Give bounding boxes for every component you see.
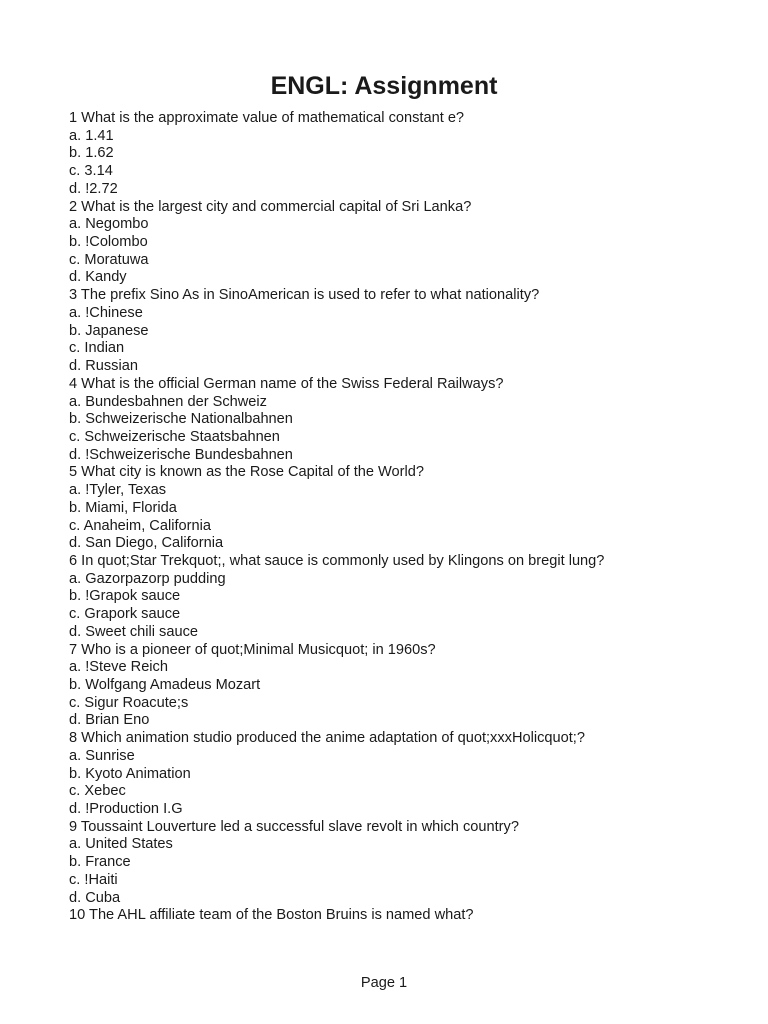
question-block	[69, 110, 709, 199]
answer-option: a. !Steve Reich	[69, 659, 168, 676]
answer-option: a. United States	[69, 836, 173, 853]
answer-option: c. Grapork sauce	[69, 606, 181, 623]
answer-option: a. 1.41	[69, 127, 114, 144]
question-block	[69, 287, 709, 376]
answer-option: a. Gazorpazorp pudding	[69, 570, 226, 587]
question-text: 1 What is the approximate value of mathematical constant e?	[69, 110, 465, 126]
answer-option: d. Kandy	[69, 269, 127, 286]
question-text: 7 Who is a pioneer of quot;Minimal Musicquot; in 1960s?	[69, 641, 436, 658]
answer-option: c. 3.14	[69, 163, 113, 180]
answer-option: d. !2.72	[69, 180, 118, 197]
question-text: 2 What is the largest city and commercial capital of Sri Lanka?	[69, 198, 472, 215]
answer-option: b. Japanese	[69, 322, 149, 339]
question-block	[69, 376, 709, 465]
question-text: 10 The AHL affiliate team of the Boston Bruins is named what?	[69, 907, 474, 924]
page-title: ENGL: Assignment	[270, 72, 498, 100]
answer-option: d. San Diego, California	[69, 535, 224, 552]
answer-option: b. !Grapok sauce	[69, 588, 181, 605]
answer-option: b. France	[69, 854, 131, 871]
question-list	[69, 110, 709, 925]
answer-option: c. Indian	[69, 340, 125, 357]
answer-option: a. !Chinese	[69, 304, 143, 321]
answer-option: b. 1.62	[69, 145, 114, 162]
answer-option: b. Kyoto Animation	[69, 765, 191, 782]
question-text: 5 What city is known as the Rose Capital of the World?	[69, 464, 425, 481]
question-text: 6 In quot;Star Trekquot;, what sauce is commonly used by Klingons on bregit lung?	[69, 552, 605, 569]
question-text: 4 What is the official German name of the Swiss Federal Railways?	[69, 375, 504, 392]
answer-option: d. Brian Eno	[69, 712, 150, 729]
answer-option: b. Miami, Florida	[69, 499, 177, 516]
question-block	[69, 642, 709, 731]
question-text: 8 Which animation studio produced the anime adaptation of quot;xxxHolicquot;?	[69, 730, 585, 747]
answer-option: a. Sunrise	[69, 747, 135, 764]
answer-option: b. !Colombo	[69, 234, 148, 251]
answer-option: c. Moratuwa	[69, 251, 149, 268]
question-text: 3 The prefix Sino As in SinoAmerican is used to refer to what nationality?	[69, 287, 540, 304]
answer-option: a. Negombo	[69, 216, 149, 233]
question-block	[69, 553, 709, 642]
question-block	[69, 199, 709, 288]
answer-option: a. !Tyler, Texas	[69, 482, 167, 499]
answer-option: d. Cuba	[69, 889, 121, 906]
question-block	[69, 730, 709, 819]
answer-option: c. !Haiti	[69, 871, 118, 888]
page-number: Page 1	[360, 975, 408, 991]
answer-option: d. Sweet chili sauce	[69, 623, 198, 640]
answer-option: c. Anaheim, California	[69, 517, 211, 534]
question-block	[69, 907, 709, 925]
answer-option: c. Sigur Roacute;s	[69, 694, 189, 711]
answer-option: d. Russian	[69, 358, 138, 375]
answer-option: c. Xebec	[69, 783, 126, 800]
question-block	[69, 819, 709, 908]
question-block	[69, 464, 709, 553]
question-text: 9 Toussaint Louverture led a successful slave revolt in which country?	[69, 818, 519, 835]
answer-option: d. !Production I.G	[69, 801, 183, 818]
answer-option: b. Schweizerische Nationalbahnen	[69, 411, 293, 428]
answer-option: d. !Schweizerische Bundesbahnen	[69, 446, 293, 463]
answer-option: b. Wolfgang Amadeus Mozart	[69, 677, 261, 693]
answer-option: c. Schweizerische Staatsbahnen	[69, 428, 280, 445]
answer-option: a. Bundesbahnen der Schweiz	[69, 393, 267, 410]
